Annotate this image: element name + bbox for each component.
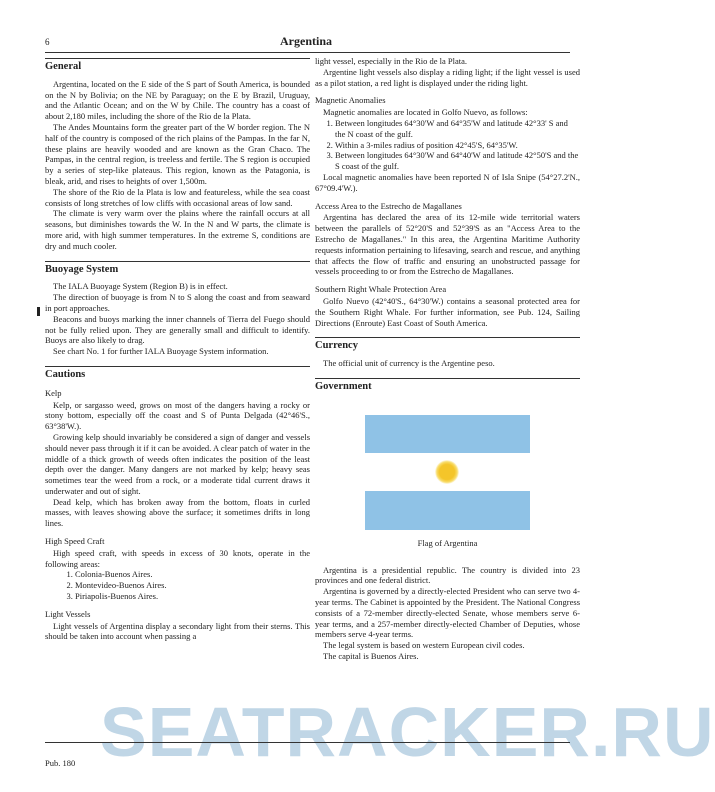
footer-rule (45, 742, 570, 743)
buoyage-paragraph: The direction of buoyage is from N to S along the coast and from seaward in port approaches. (45, 292, 310, 313)
general-paragraph: The Andes Mountains form the greater part of the W border region. The N half of the country is composed of the rich plains of the Pampas. In the far N, these plains are heavily wooded and are known as the Gran Chaco. The Pampas, in the central region, is treeless and fertile. The S region is occupied by a series of step-like plateaus. This region, known as the Patagonia, is bleak, arid, and rises to heights of over 1,500m. (45, 121, 310, 186)
list-item: 3. Piriapolis-Buenos Aires. (75, 591, 310, 602)
magnetic-note: Local magnetic anomalies have been reported N of Isla Snipe (54°27.2'N., 67°09.4'W.). (315, 171, 580, 193)
cautions-heading: Cautions (45, 366, 310, 381)
access-paragraph: Argentina has declared the area of its 12-mile wide territorial waters between the parallels of 52°20'S and 52°39'S as an "Access Area to the Estrecho de Magallanes." In this area, the Argentina Maritime Authority requests information pertaining to lifesaving, search and rescue, and anything that affects the flow of traffic and ensuring an unobstructed passage for vessels proceeding to or from the Estrecho de Magallanes. (315, 212, 580, 277)
flag-band-top (365, 415, 530, 453)
list-item: 3. Between longitudes 64°30'W and 64°40'W and latitude 42°50'S and the S coast of the gulf. (335, 150, 580, 172)
kelp-heading: Kelp (45, 387, 62, 398)
flag-band-bottom (365, 491, 530, 529)
magnetic-list (315, 118, 580, 172)
light-vessels-continued: light vessel, especially in the Rio de la Plata. (315, 56, 468, 66)
light-vessels-paragraph: Light vessels of Argentina display a secondary light from their sterns. This should be taken into account when passing a (45, 620, 310, 642)
hsc-intro: High speed craft, with speeds in excess of 30 knots, operate in the following areas: (45, 547, 310, 569)
page-title: Argentina (280, 34, 332, 48)
government-paragraph: Argentina is governed by a directly-elected President who can serve two 4-year terms. The Cabinet is appointed by the President. The National Congress consists of a 72-member directly-elected Senate, whose members serve 6-year terms, and a 257-member directly-elected Chamber of Deputies, whose members serve 4-year terms. (315, 586, 580, 640)
general-paragraph: The shore of the Rio de la Plata is low and featureless, while the sea coast consists of long stretches of low cliffs with occasional areas of low sand. (45, 186, 310, 208)
currency-paragraph: The official unit of currency is the Argentine peso. (323, 358, 495, 369)
left-column (45, 58, 310, 642)
hsc-list (45, 569, 310, 601)
page-number: 6 (45, 37, 50, 47)
argentina-flag (365, 415, 530, 530)
buoyage-heading: Buoyage System (45, 261, 310, 276)
magnetic-heading: Magnetic Anomalies (315, 95, 386, 106)
kelp-paragraph: Dead kelp, which has broken away from the bottom, floats in curled masses, with leaves showing above the surface; it sometimes drifts in long lines. (45, 496, 310, 529)
government-paragraph: The capital is Buenos Aires. (323, 650, 419, 661)
whale-heading: Southern Right Whale Protection Area (315, 284, 447, 295)
list-item: 1. Between longitudes 64°30'W and 64°35'W and latitude 42°33' S and the N coast of the gulf. (335, 118, 580, 140)
list-item: 1. Colonia-Buenos Aires. (75, 569, 310, 580)
buoyage-paragraph: See chart No. 1 for further IALA Buoyage System information. (53, 346, 269, 357)
list-item: 2. Within a 3-miles radius of position 42°45'S, 64°35'W. (335, 140, 580, 151)
light-vessels-heading: Light Vessels (45, 608, 91, 619)
government-heading: Government (315, 378, 580, 393)
government-paragraph: Argentina is a presidential republic. The country is divided into 23 provinces and one federal district. (315, 564, 580, 586)
list-item: 2. Montevideo-Buenos Aires. (75, 580, 310, 591)
whale-paragraph: Golfo Nuevo (42°40'S., 64°30'W.) contains a seasonal protected area for the Southern Right Whale. For further information, see Pub. 124, Sailing Directions (Enroute) East Coast of South America. (315, 295, 580, 328)
currency-heading: Currency (315, 337, 580, 352)
kelp-paragraph: Kelp, or sargasso weed, grows on most of the dangers having a rocky or stony bottom, especially off the coast and S of Punta Delgada (42°46'S., 63°38'W.). (45, 399, 310, 432)
general-paragraph: Argentina, located on the E side of the S part of South America, is bounded on the N by Bolivia; on the NE by Paraguay; on the E by Brazil, Uruguay, and the Atlantic Ocean; and on the W by Chile. The country has a coast of about 2,180 miles, including the shore of the Rio de la Plata. (45, 78, 310, 122)
general-paragraph: The climate is very warm over the plains where the rainfall occurs at all seasons, but diminishes towards the W. In the N and W parts, the climate is more arid, with high summer temperatures. In the extreme S, conditions are dry and much cooler. (45, 208, 310, 251)
change-bar (37, 307, 40, 316)
sun-of-may-icon (435, 460, 459, 484)
magnetic-intro: Magnetic anomalies are located in Golfo Nuevo, as follows: (323, 107, 528, 118)
general-heading: General (45, 58, 310, 73)
buoyage-paragraph: The IALA Buoyage System (Region B) is in effect. (53, 281, 228, 292)
government-paragraph: The legal system is based on western European civil codes. (323, 640, 525, 651)
access-heading: Access Area to the Estrecho de Magallanes (315, 200, 462, 211)
header-rule (45, 52, 570, 53)
kelp-paragraph: Growing kelp should invariably be considered a sign of danger and vessels should never pass through it if it can be avoided. A clear patch of water in the middle of a thick growth of weeds often indicates the position of the least depth over the danger. Many dangers are not marked by kelp; heavy seas sometimes tear the weed from a rock, or a moderate tidal current draws it underwater and out of sight. (45, 431, 310, 496)
publication-number: Pub. 180 (45, 758, 76, 768)
right-column (315, 56, 580, 662)
watermark: SEATRACKER.RU (100, 693, 715, 771)
hsc-heading: High Speed Craft (45, 536, 105, 547)
flag-caption: Flag of Argentina (417, 537, 478, 548)
light-vessels-paragraph: Argentine light vessels also display a riding light; if the light vessel is used as a pilot station, a red light is displayed under the riding light. (315, 66, 580, 88)
buoyage-paragraph: Beacons and buoys marking the inner channels of Tierra del Fuego should not be fully relied upon. They are generally small and difficult to identify. Buoys are also likely to drag. (45, 313, 310, 346)
